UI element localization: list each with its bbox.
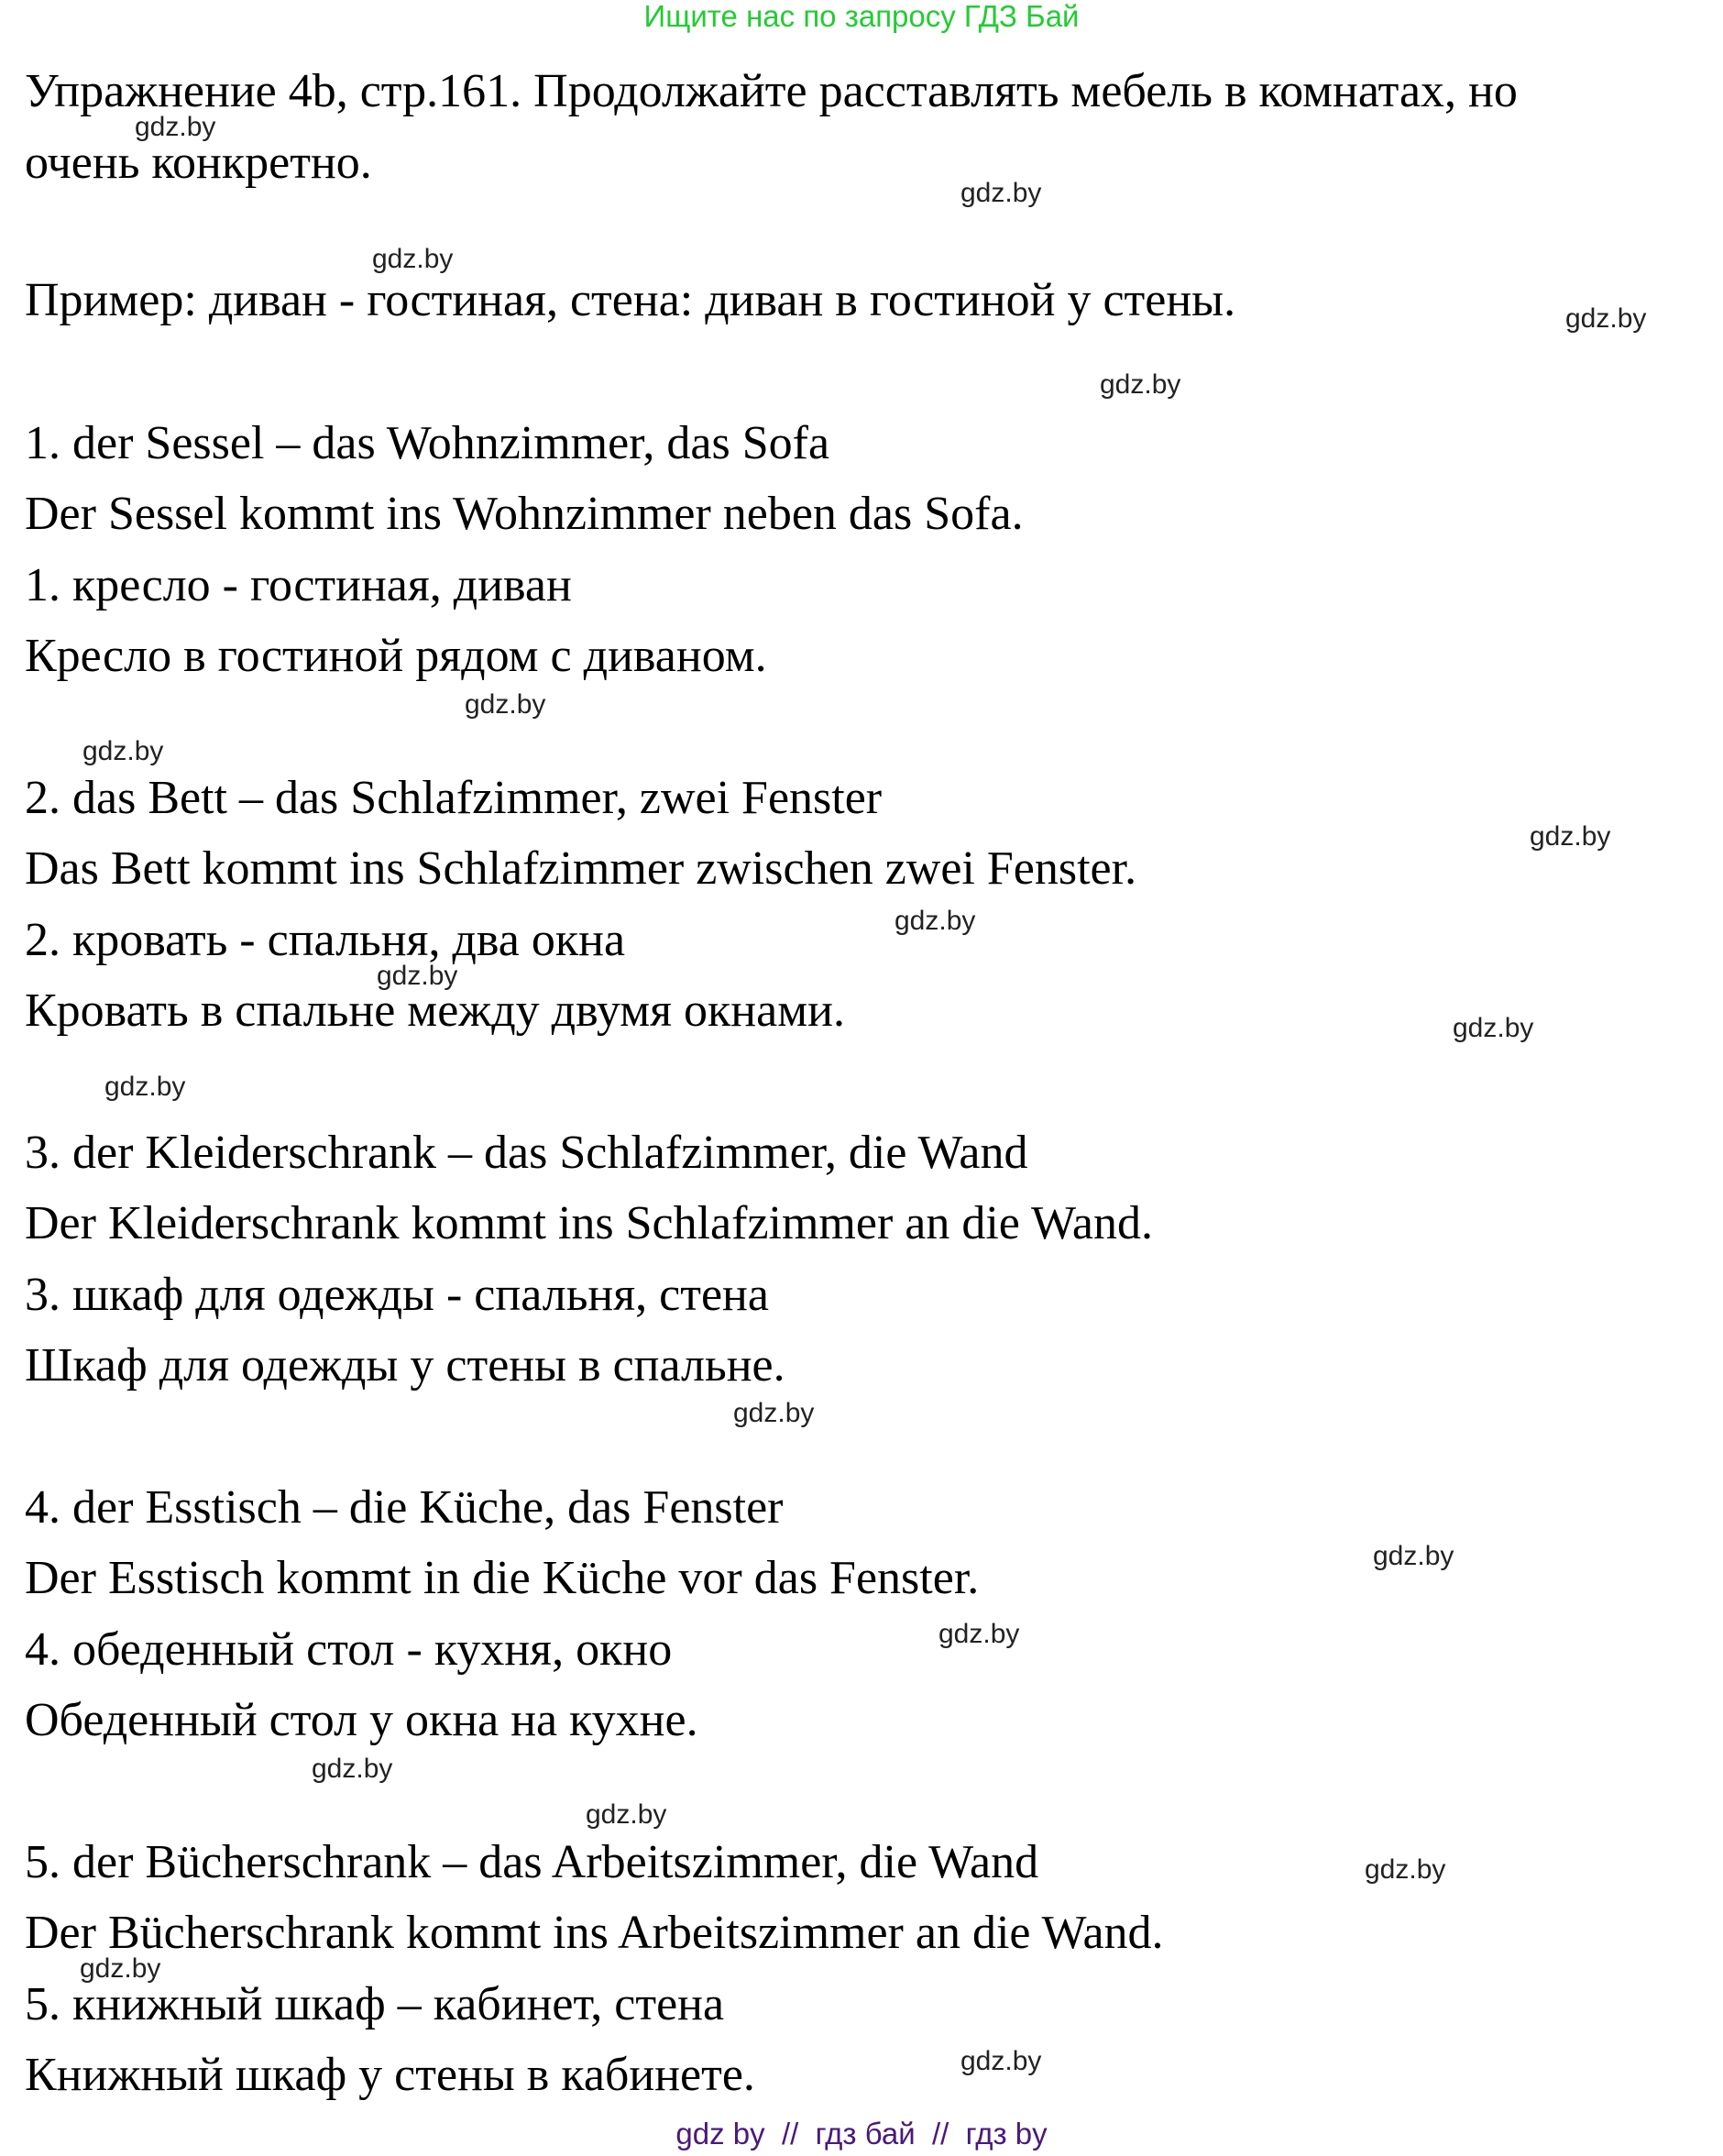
item-prompt-ru: 5. книжный шкаф – кабинет, стена — [25, 1978, 725, 2030]
item-prompt-ru: 2. кровать - спальня, два окна — [25, 914, 626, 966]
item-answer-de: Der Sessel kommt ins Wohnzimmer neben das Sofa. — [25, 488, 1024, 540]
watermark: gdz.by — [1100, 369, 1181, 400]
watermark: gdz.by — [1373, 1541, 1454, 1571]
watermark: gdz.by — [960, 2046, 1042, 2076]
item-prompt-ru: 1. кресло - гостиная, диван — [25, 559, 572, 611]
watermark: gdz.by — [80, 1953, 161, 1984]
item-prompt-de: 4. der Esstisch – die Küche, das Fenster — [25, 1481, 784, 1534]
watermark: gdz.by — [586, 1799, 667, 1830]
task-title-line-2: очень конкретно. — [25, 137, 372, 189]
watermark: gdz.by — [894, 906, 976, 936]
item-answer-ru: Кресло в гостиной рядом с диваном. — [25, 630, 767, 682]
task-title-line-1: Упражнение 4b, стр.161. Продолжайте расставлять мебель в комнатах, но — [25, 65, 1518, 117]
search-hint-banner: Ищите нас по запросу ГДЗ Бай — [643, 0, 1080, 33]
watermark: gdz.by — [465, 689, 546, 720]
watermark: gdz.by — [312, 1754, 393, 1784]
item-answer-ru: Кровать в спальне между двумя окнами. — [25, 984, 845, 1037]
watermark: gdz.by — [938, 1619, 1020, 1649]
watermark: gdz.by — [372, 244, 454, 274]
item-answer-ru: Обеденный стол у окна на кухне. — [25, 1694, 698, 1746]
watermark: gdz.by — [1565, 303, 1647, 334]
item-answer-de: Der Kleiderschrank kommt ins Schlafzimmer an die Wand. — [25, 1197, 1153, 1249]
watermark: gdz.by — [1365, 1854, 1446, 1885]
watermark: gdz.by — [1453, 1013, 1534, 1043]
watermark: gdz.by — [135, 112, 216, 142]
item-prompt-de: 2. das Bett – das Schlafzimmer, zwei Fenster — [25, 772, 883, 824]
watermark: gdz.by — [377, 961, 458, 991]
item-prompt-ru: 4. обеденный стол - кухня, окно — [25, 1623, 673, 1676]
item-answer-de: Der Bücherschrank kommt ins Arbeitszimmer an die Wand. — [25, 1907, 1164, 1959]
watermark: gdz.by — [960, 178, 1042, 208]
site-footer-links: gdz by // гдз бай // гдз by — [675, 2117, 1048, 2150]
task-example: Пример: диван - гостиная, стена: диван в гостиной у стены. — [25, 274, 1236, 326]
item-answer-ru: Шкаф для одежды у стены в спальне. — [25, 1339, 785, 1392]
item-answer-ru: Книжный шкаф у стены в кабинете. — [25, 2049, 755, 2101]
watermark: gdz.by — [733, 1398, 815, 1428]
item-answer-de: Der Esstisch kommt in die Küche vor das Fenster. — [25, 1552, 980, 1604]
item-prompt-ru: 3. шкаф для одежды - спальня, стена — [25, 1269, 769, 1321]
item-prompt-de: 3. der Kleiderschrank – das Schlafzimmer, die Wand — [25, 1127, 1028, 1179]
watermark: gdz.by — [1530, 821, 1611, 852]
item-prompt-de: 5. der Bücherschrank – das Arbeitszimmer, die Wand — [25, 1836, 1039, 1888]
item-answer-de: Das Bett kommt ins Schlafzimmer zwischen zwei Fenster. — [25, 842, 1137, 895]
item-prompt-de: 1. der Sessel – das Wohnzimmer, das Sofa — [25, 417, 830, 469]
watermark: gdz.by — [104, 1072, 186, 1102]
watermark: gdz.by — [82, 736, 164, 766]
